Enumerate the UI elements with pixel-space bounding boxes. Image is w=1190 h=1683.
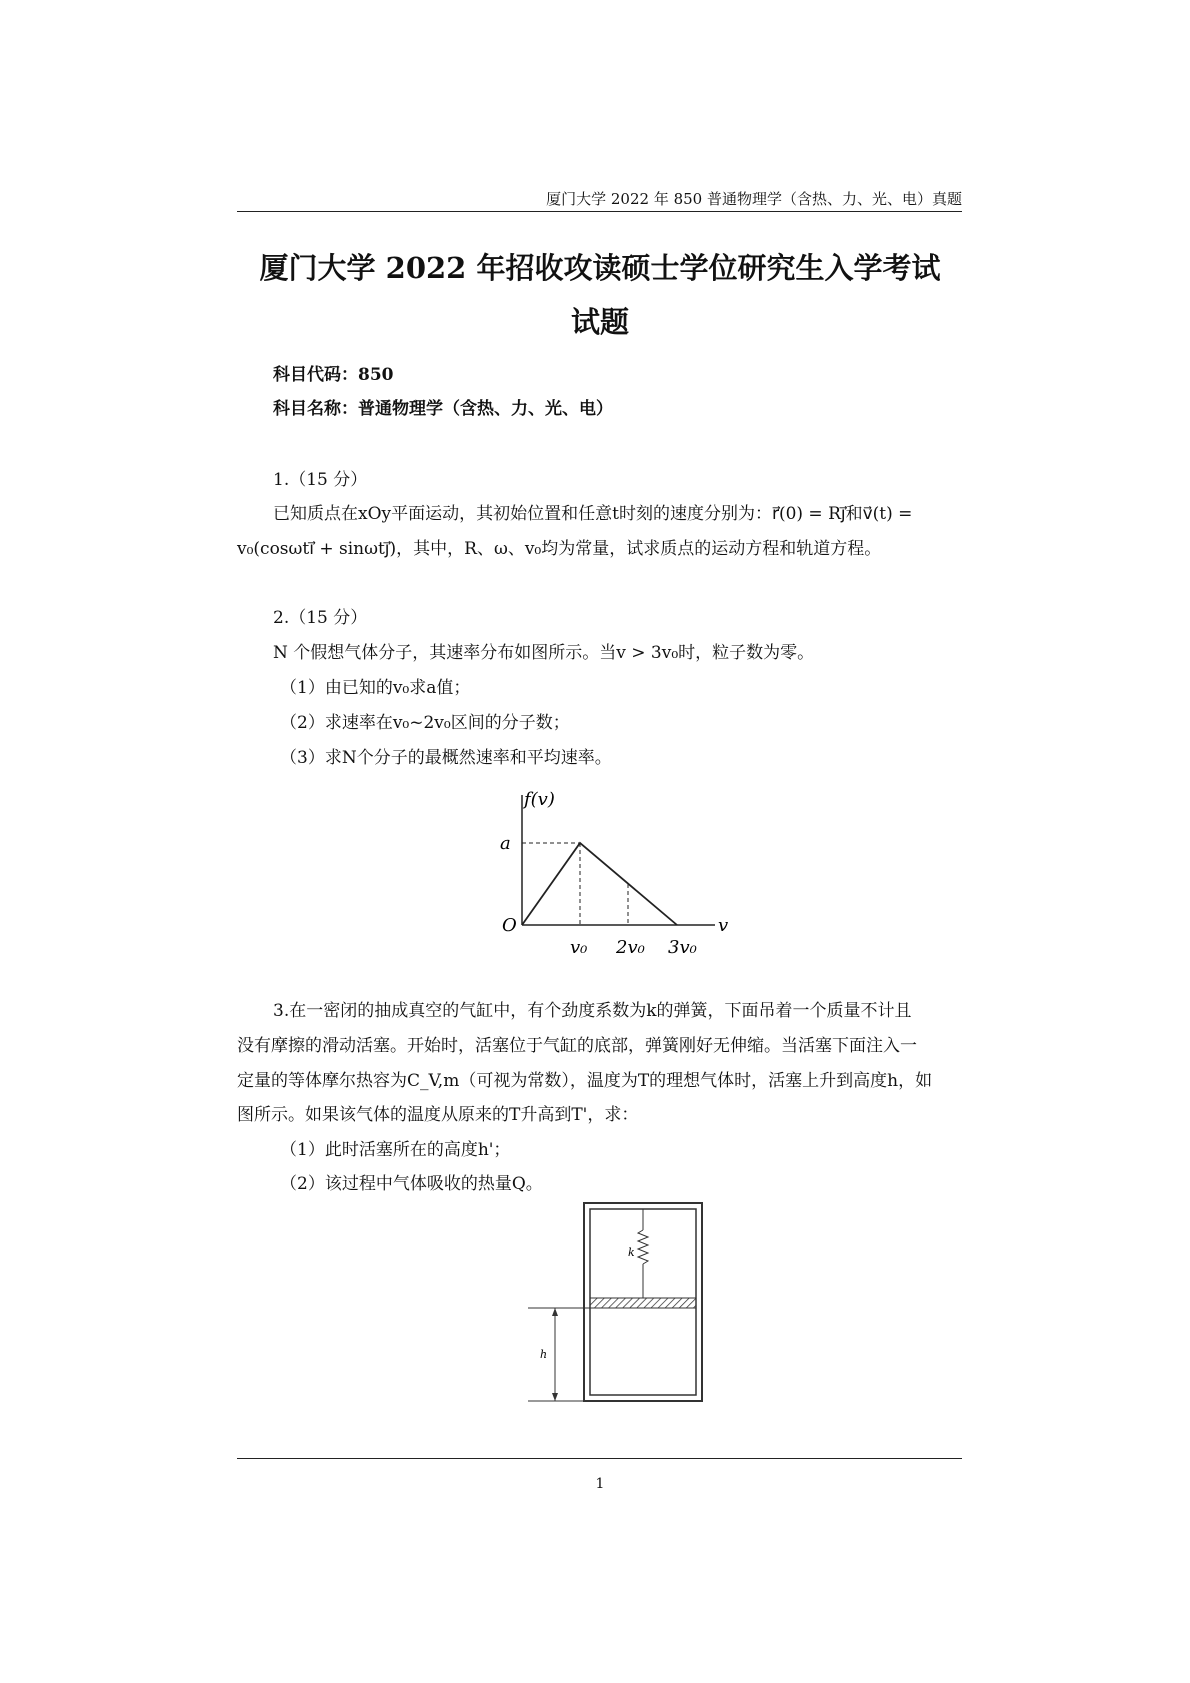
q2-sub2: （2）求速率在v₀~2v₀区间的分子数；: [280, 713, 570, 733]
origin-label: O: [502, 915, 517, 936]
page-title: 厦门大学 2022 年招收攻读硕士学位研究生入学考试: [259, 251, 941, 285]
cylinder-figure: [525, 1200, 710, 1405]
tick-label: v₀: [570, 937, 588, 958]
peak-label: a: [500, 833, 511, 854]
footer-rule: [237, 1458, 962, 1459]
distribution-curve: [522, 843, 677, 925]
arrow-up: [552, 1308, 558, 1316]
q1-heading: 1.（15 分）: [273, 470, 368, 490]
q1-text: 已知质点在xOy平面运动，其初始位置和任意t时刻的速度分别为：r⃗(0) = Rj⃗和v⃗(t) =: [273, 504, 913, 524]
q3-sub2: （2）该过程中气体吸收的热量Q。: [280, 1174, 543, 1194]
xlabel: v: [718, 915, 729, 936]
q3-text: 没有摩擦的滑动活塞。开始时，活塞位于气缸的底部，弹簧刚好无伸缩。当活塞下面注入一: [237, 1036, 917, 1056]
tick-label: 3v₀: [668, 937, 697, 958]
page-subtitle: 试题: [570, 305, 629, 339]
piston: [590, 1298, 696, 1308]
subject-name: 科目名称：普通物理学（含热、力、光、电）: [273, 399, 613, 419]
header-rule: [237, 211, 962, 212]
spring-label: k: [628, 1246, 635, 1259]
q3-text: 图所示。如果该气体的温度从原来的T升高到T'，求：: [237, 1105, 639, 1125]
q3-text: 定量的等体摩尔热容为C_V,m（可视为常数），温度为T的理想气体时，活塞上升到高度h，如: [237, 1071, 933, 1091]
height-label: h: [540, 1348, 548, 1361]
q3-text: 3.在一密闭的抽成真空的气缸中，有个劲度系数为k的弹簧，下面吊着一个质量不计且: [273, 1001, 912, 1021]
spring: [638, 1230, 648, 1264]
q1-text: v₀(cosωti⃗ + sinωtj⃗)，其中，R、ω、v₀均为常量，试求质点的运动方程和轨道方程。: [237, 539, 882, 559]
ylabel: f(v): [524, 789, 555, 810]
subject-code: 科目代码：850: [273, 365, 394, 385]
q3-sub1: （1）此时活塞所在的高度h'；: [280, 1140, 511, 1160]
running-header: 厦门大学 2022 年 850 普通物理学（含热、力、光、电）真题: [546, 190, 962, 208]
page-number: 1: [595, 1476, 605, 1492]
arrow-down: [552, 1393, 558, 1401]
q2-sub3: （3）求N个分子的最概然速率和平均速率。: [280, 748, 612, 768]
q2-text: N 个假想气体分子，其速率分布如图所示。当v > 3v₀时，粒子数为零。: [273, 643, 815, 663]
q2-sub1: （1）由已知的v₀求a值；: [280, 678, 471, 698]
speed-distribution-figure: [490, 785, 740, 965]
tick-label: 2v₀: [616, 937, 645, 958]
q2-heading: 2.（15 分）: [273, 608, 368, 628]
